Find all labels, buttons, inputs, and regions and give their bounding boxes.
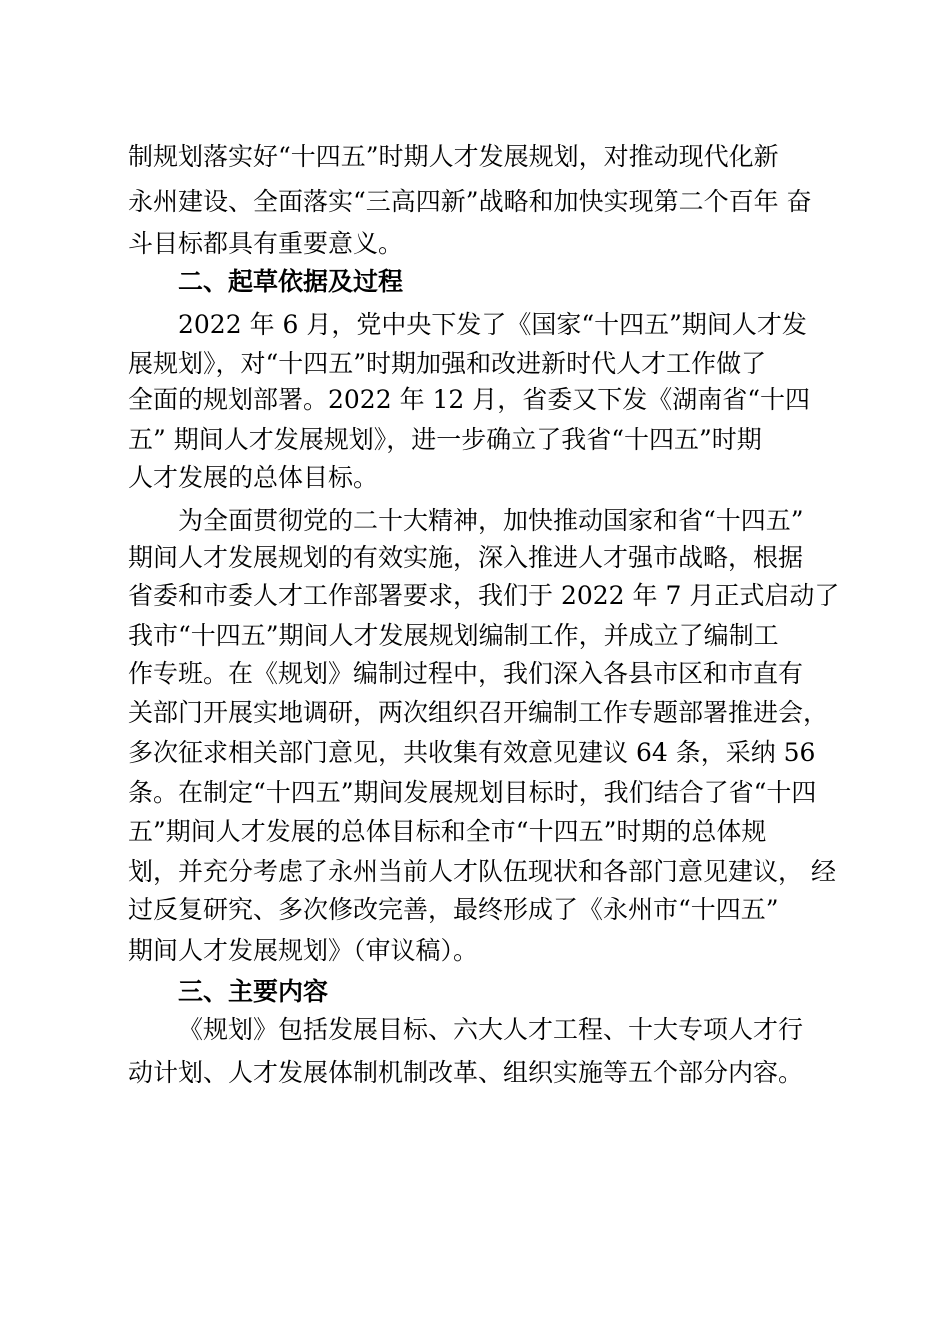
text-line: 《规划》包括发展目标、六大人才工程、十大专项人才行: [178, 1015, 804, 1044]
text-line: 永州建设、全面落实“三高四新”战略和加快实现第二个百年 奋: [128, 187, 812, 216]
text-line: 全面的规划部署。2022 年 12 月，省委又下发《湖南省“十四: [128, 385, 811, 414]
text-line: 五” 期间人才发展规划》，进一步确立了我省“十四五”时期: [128, 425, 762, 454]
text-line: 斗目标都具有重要意义。: [128, 229, 404, 258]
text-line: 五”期间人才发展的总体目标和全市“十四五”时期的总体规: [128, 817, 767, 846]
text-line: 动计划、人才发展体制机制改革、组织实施等五个部分内容。: [128, 1058, 804, 1087]
text-line: 过反复研究、多次修改完善，最终形成了《永州市“十四五”: [128, 895, 779, 924]
text-line: 作专班。在《规划》编制过程中，我们深入各县市区和市直有: [128, 659, 804, 688]
text-line: 多次征求相关部门意见，共收集有效意见建议 64 条，采纳 56: [128, 738, 816, 767]
text-line: 期间人才发展规划的有效实施，深入推进人才强市战略，根据: [128, 543, 804, 572]
section-heading: 二、起草依据及过程: [178, 267, 404, 296]
text-line: 期间人才发展规划》（审议稿）。: [128, 936, 479, 965]
text-line: 关部门开展实地调研，两次组织召开编制工作专题部署推进会，: [128, 698, 829, 727]
text-line: 条。在制定“十四五”期间发展规划目标时，我们结合了省“十四: [128, 778, 817, 807]
text-line: 划，并充分考虑了永州当前人才队伍现状和各部门意见建议， 经: [128, 857, 836, 886]
section-heading: 三、主要内容: [178, 977, 329, 1006]
text-line: 2022 年 6 月，党中央下发了《国家“十四五”期间人才发: [178, 310, 807, 339]
text-line: 我市“十四五”期间人才发展规划编制工作，并成立了编制工: [128, 621, 779, 650]
text-line: 为全面贯彻党的二十大精神，加快推动国家和省“十四五”: [178, 506, 804, 535]
text-line: 展规划》，对“十四五”时期加强和改进新时代人才工作做了: [128, 349, 767, 378]
text-line: 省委和市委人才工作部署要求，我们于 2022 年 7 月正式启动了: [128, 581, 840, 610]
text-line: 制规划落实好“十四五”时期人才发展规划，对推动现代化新: [128, 142, 779, 171]
text-line: 人才发展的总体目标。: [128, 463, 379, 492]
